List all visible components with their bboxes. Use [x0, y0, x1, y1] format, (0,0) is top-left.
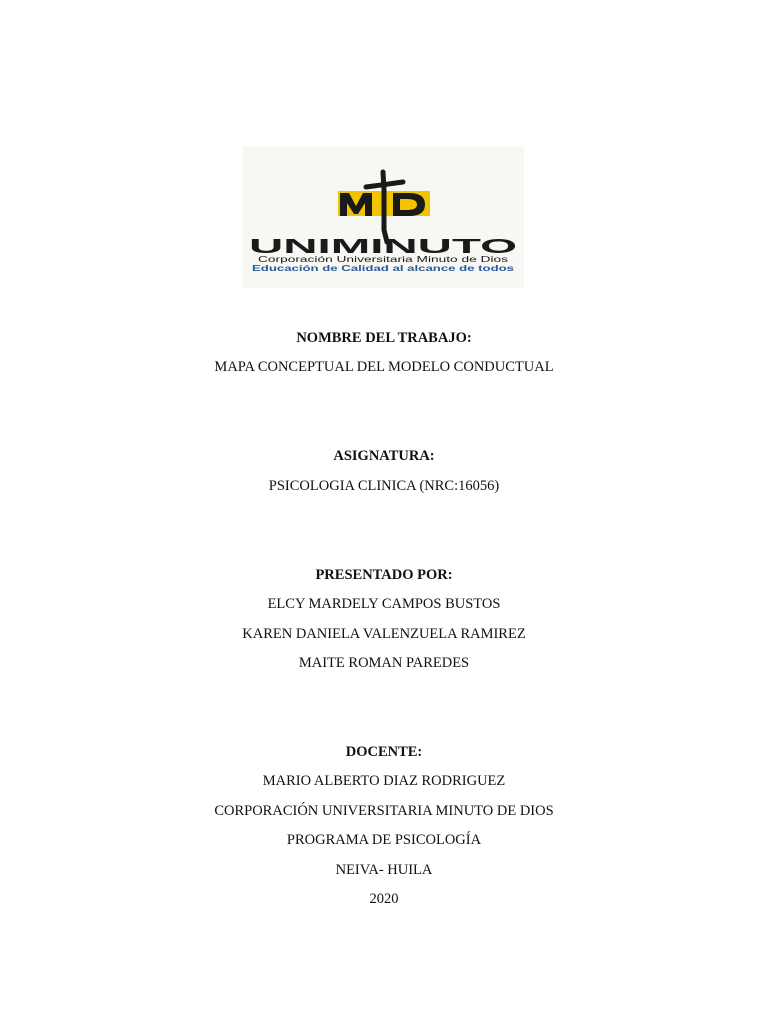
author-name: KAREN DANIELA VALENZUELA RAMIREZ	[242, 626, 526, 642]
logo-wordmark: UNIMINUTO	[249, 236, 517, 258]
section-heading-nombre-del-trabajo: NOMBRE DEL TRABAJO:	[296, 330, 472, 346]
section-heading-docente: DOCENTE:	[345, 744, 423, 760]
author-name: MAITE ROMAN PAREDES	[298, 655, 470, 671]
course-name: PSICOLOGIA CLINICA (NRC:16056)	[268, 478, 500, 494]
institution-name: CORPORACIÓN UNIVERSITARIA MINUTO DE DIOS	[214, 803, 554, 819]
logo-tagline: Educación de Calidad al alcance de todos	[252, 264, 515, 273]
uniminuto-logo	[243, 146, 524, 288]
section-heading-asignatura: ASIGNATURA:	[333, 448, 435, 464]
logo-subtitle: Corporación Universitaria Minuto de Dios	[258, 255, 508, 264]
cross-horizontal	[366, 182, 403, 187]
work-title: MAPA CONCEPTUAL DEL MODELO CONDUCTUAL	[214, 359, 554, 375]
teacher-name: MARIO ALBERTO DIAZ RODRIGUEZ	[262, 773, 506, 789]
year: 2020	[369, 891, 399, 907]
program-name: PROGRAMA DE PSICOLOGÍA	[286, 832, 482, 848]
section-heading-presentado-por: PRESENTADO POR:	[315, 567, 453, 583]
author-name: ELCY MARDELY CAMPOS BUSTOS	[267, 596, 501, 612]
logo-graphic	[243, 146, 524, 288]
location: NEIVA- HUILA	[335, 862, 433, 878]
